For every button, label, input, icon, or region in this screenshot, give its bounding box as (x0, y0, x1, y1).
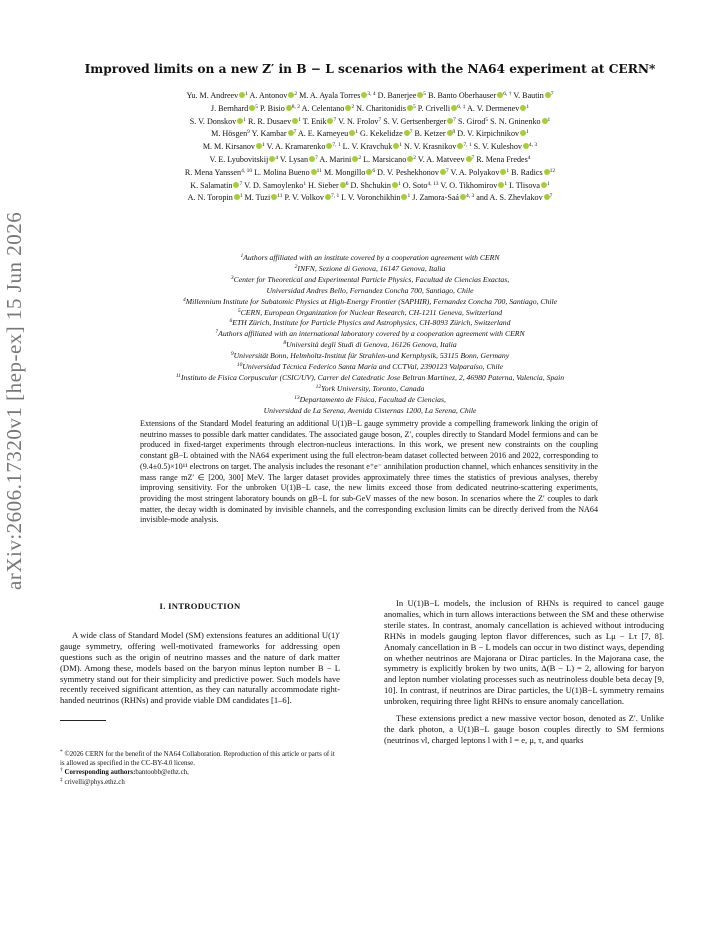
author-name: D. Shchukin $^1$ (350, 180, 401, 190)
author-affil-marker: 7 (453, 116, 456, 123)
author-name: B. Radics $^{12}$ (511, 167, 556, 177)
author-list (58, 90, 682, 205)
affiliation-marker: 3 (230, 274, 234, 281)
affiliation-marker: 5 (237, 307, 241, 314)
author-affil-marker: 1 (399, 142, 403, 149)
author-name: M. A. Ayala Torres $^{3, 4}$ (299, 91, 376, 100)
author-name: I. Tlisova $^1$ (509, 180, 550, 190)
affiliation-marker: 6 (229, 318, 233, 325)
author-affil-marker: 5 (485, 116, 489, 123)
author-affil-marker: 4, 3 (528, 142, 538, 149)
author-name: P. Bisio $^{8, 2}$ (260, 103, 301, 113)
author-affil-marker: 7 (409, 129, 413, 136)
affiliation (58, 275, 682, 286)
author-affil-marker: 4, 13 (427, 180, 439, 187)
author-affil-marker: 2 (294, 91, 298, 97)
author-name: P. Crivelli $^{6, \ddagger}$ (417, 103, 466, 113)
affiliation-list (58, 253, 682, 417)
footnote (60, 769, 340, 778)
affiliation (58, 297, 682, 308)
author-name: G. Kekelidze $^7$ (360, 129, 413, 139)
footnote-rule (60, 720, 106, 721)
affiliation (58, 286, 682, 297)
author-name: V. D. Samoylenko$^1$ (244, 180, 307, 190)
author-affil-marker: 1 (407, 193, 411, 200)
paper-title: Improved limits on a new Z′ in B − L scenarios with the NA64 experiment at CERN* (84, 62, 656, 76)
author-name: H. Sieber $^6$ (308, 180, 349, 190)
footnote-text: ©2026 CERN for the benefit of the NA64 Collaboration. Reproduction of this article or parts of it is allowed as specified in the CC-BY-4.0 license. (60, 751, 335, 767)
author-affil-marker: 3, 4 (367, 91, 376, 97)
affiliation-text: Universidad de La Serena, Avenida Cisternas 1200, La Serena, Chile (263, 405, 477, 415)
author-affil-marker: 2 (358, 154, 362, 161)
author-name: R. Mena Yanssen$^{4, 10}$ (184, 167, 253, 177)
author-affil-marker: 1 (547, 116, 551, 123)
affiliation-marker: 12 (315, 383, 322, 390)
author-affil-marker: 11 (277, 193, 283, 200)
author-name: O. Soto$^{4, 13}$ (402, 180, 439, 190)
affiliation (58, 395, 682, 406)
author-affil-marker: 1 (506, 167, 510, 174)
author-affil-marker: 8, 2 (291, 103, 301, 110)
affiliation-text: Authors affiliated with an institute covered by a cooperation agreement with CERN (243, 253, 500, 262)
author-name: and A. S. Zhevlakov $^7$ (476, 193, 553, 203)
author-line (58, 180, 682, 193)
footnote-label: Corresponding authors: (64, 769, 136, 777)
author-name: P. V. Volkov $^{7, 1}$ (284, 193, 340, 203)
author-name: J. Bernhard $^5$ (210, 103, 258, 113)
affiliation-marker: 11 (175, 372, 181, 379)
author-affil-marker: 5 (423, 91, 427, 97)
author-affil-marker: 12 (549, 167, 556, 174)
affiliation-text: Instituto de Fisica Corpuscular (CSIC/UV), Carrer del Catedratic Jose Beltran Martinez, 2, 46980 Paterna, Valencia, Spain (180, 372, 565, 382)
affiliation (58, 264, 682, 275)
affiliation-text: CERN, European Organization for Nuclear Research, CH-1211 Geneva, Switzerland (240, 307, 503, 317)
author-affil-marker: 5 (255, 103, 258, 110)
footnote-mark: ‡ (60, 777, 63, 784)
author-name: S. N. Gninenko $^1$ (490, 116, 551, 126)
footnote-text: bantoobb@ethz.ch, (135, 769, 189, 777)
affiliation (58, 362, 682, 373)
author-name: M. Hösgen$^9$ (211, 129, 250, 139)
author-affil-marker: 1 (526, 129, 529, 136)
footnote (60, 751, 340, 768)
author-affil-marker: 7 (378, 116, 382, 123)
author-name: L. V. Kravchuk $^1$ (342, 142, 403, 152)
affiliation-text: ETH Zürich, Institute for Particle Physics and Astrophysics, CH-8093 Zürich, Switzerland (232, 318, 511, 328)
affiliation-marker: 7 (215, 329, 219, 336)
author-affil-marker: 4, 10 (241, 167, 253, 174)
affiliation-text: Università degli Studi di Genova, 16126 Genova, Italia (286, 340, 457, 350)
author-name: M. M. Kirsanov $^1$ (202, 142, 265, 152)
author-name: B. Banto Oberhauser $^{6, \dagger}$ (428, 91, 512, 100)
affiliation (58, 384, 682, 395)
author-affil-marker: 7, 1 (332, 142, 341, 149)
author-affil-marker: 1 (298, 116, 301, 123)
author-name: D. Banerjee $^5$ (377, 91, 427, 100)
author-name: N. Charitonidis $^5$ (356, 103, 416, 113)
author-affil-marker: 6 (372, 167, 376, 174)
footnote (60, 779, 340, 788)
author-affil-marker: 9 (247, 129, 250, 136)
affiliation-marker: 10 (236, 362, 243, 369)
author-name: S. Girod$^5$ (457, 116, 489, 126)
author-affil-marker: 7 (315, 154, 318, 161)
body-paragraph: In U(1)B−L models, the inclusion of RHNs is required to cancel gauge anomalies, which in turn allows interactions between the SM and these otherwise sterile states. In contrast, anomaly cancellation is achieved without introducing RHNs in models gauging lepton flavor differences, such as Lμ − Lτ [7, 8]. Anomaly cancellation in B − L models can occur in two distinct ways, depending on whether neutrinos are Majorana or Dirac particles. In the Majorana case, the symmetry is explicitly broken by two units, Δ(B − L) = 2, allowing for baryon and lepton number violating processes such as neutrinoless double beta decay [9, 10]. In contrast, if neutrinos are Dirac particles, the U(1)B−L symmetry remains unbroken, requiring three light RHNs to ensure anomaly cancellation. (384, 598, 664, 707)
footnote-text: crivelli@phys.ethz.ch (64, 779, 125, 787)
author-name: I. V. Voronchikhin $^1$ (341, 193, 411, 203)
author-affil-marker: 1 (243, 116, 246, 123)
author-name: L. Molina Bueno $^{11}$ (254, 167, 322, 177)
author-line (58, 141, 682, 154)
author-name: B. Ketzer $^9$ (414, 129, 456, 139)
author-name: Y. Kambar $^7$ (251, 129, 297, 139)
affiliation-marker: 2 (294, 263, 298, 270)
author-line (58, 116, 682, 129)
author-affil-marker: 7 (550, 91, 554, 97)
affiliation-text: Millennium Institute for Subatomic Physics at High-Energy Frontier (SAPHIR), Fernandez Concha 700, Santiago, Chile (185, 296, 558, 306)
author-affil-marker: 1 (303, 180, 307, 187)
author-name: R. R. Dusaev $^1$ (247, 116, 301, 126)
author-name: M. Tuzi $^{11}$ (244, 193, 283, 203)
author-affil-marker: 7 (333, 116, 337, 123)
author-name: K. Salamatin $^7$ (190, 180, 243, 190)
author-line (58, 128, 682, 141)
footnote-mark: * (60, 749, 63, 756)
author-affil-marker: 4 (527, 154, 531, 161)
affiliation-text: York University, Toronto, Canada (321, 383, 425, 393)
author-name: S. V. Gertsenberger $^7$ (383, 116, 456, 126)
author-affil-marker: 7 (549, 193, 553, 200)
author-affil-marker: 7 (239, 180, 243, 187)
affiliation-text: Universidad Técnica Federico Santa María and CCTVal, 2390123 Valparaíso, Chile (242, 362, 504, 372)
author-affil-marker: 1 (397, 180, 401, 187)
author-name: T. Enik $^7$ (302, 116, 337, 126)
affiliation-marker: 4 (182, 296, 186, 303)
right-column (384, 598, 664, 752)
author-affil-marker: 1 (245, 91, 248, 97)
author-affil-marker: 4 (275, 154, 278, 161)
author-line (58, 154, 682, 167)
affiliation-text: Authors affiliated with an international laboratory covered by a cooperation agreement with CERN (218, 329, 525, 339)
author-affil-marker: 7, 1 (463, 142, 472, 149)
author-name: V. O. Tikhomirov $^1$ (440, 180, 508, 190)
author-name: S. V. Kuleshov $^{4, 3}$ (473, 142, 538, 152)
author-affil-marker: 6, † (503, 91, 512, 97)
author-affil-marker: 7 (471, 154, 475, 161)
author-affil-marker: 7 (445, 167, 449, 174)
author-affil-marker: 4, 3 (466, 193, 475, 200)
author-name: V. A. Matveev $^7$ (417, 154, 475, 164)
author-affil-marker: 1 (547, 180, 550, 187)
author-name: D. V. Kirpichnikov $^1$ (457, 129, 529, 139)
author-name: Yu. M. Andreev $^1$ (186, 91, 248, 100)
author-affil-marker: 7, 1 (330, 193, 340, 200)
author-affil-marker: 1 (526, 103, 530, 110)
author-affil-marker: 6 (345, 180, 349, 187)
left-column (60, 598, 340, 789)
author-affil-marker: 11 (316, 167, 322, 174)
author-name: A. E. Karneyeu $^1$ (297, 129, 358, 139)
author-affil-marker: 5 (413, 103, 416, 110)
author-affil-marker: 2 (351, 103, 355, 110)
author-line (58, 90, 682, 103)
author-affil-marker: 6, ‡ (457, 103, 466, 110)
affiliation (58, 253, 682, 264)
affiliation (58, 318, 682, 329)
affiliation (58, 340, 682, 351)
affiliation-text: Universität Bonn, Helmholtz-Institut für Strahlen-und Kernphysik, 53115 Bonn, Germany (233, 351, 510, 361)
author-affil-marker: 1 (355, 129, 358, 136)
affiliation (58, 351, 682, 362)
affiliation-text: Center for Theoretical and Experimental Particle Physics, Facultad de Ciencias Exactas, (233, 274, 510, 284)
author-name: V. N. Frolov$^7$ (338, 116, 382, 126)
author-name: A. Celentano $^2$ (301, 103, 355, 113)
author-name: A. V. Dermenev $^1$ (467, 103, 530, 113)
author-name: A. N. Toropin $^1$ (187, 193, 243, 203)
affiliation-marker: 1 (240, 253, 244, 259)
affiliation-text: Universidad Andres Bello, Fernandez Concha 700, Santiago, Chile (266, 285, 474, 295)
author-line (58, 103, 682, 116)
affiliation-marker: 13 (294, 394, 300, 401)
affiliation (58, 329, 682, 340)
author-name: J. Zamora-Saá $^{4, 3}$ (412, 193, 475, 203)
body-paragraph: These extensions predict a new massive vector boson, denoted as Z′. Unlike the dark photon, a U(1)B−L gauge boson couples directly to SM fermions (neutrinos νl, charged leptons l with l = e, μ, τ, and quarks (384, 713, 664, 745)
author-affil-marker: 1 (261, 142, 265, 149)
affiliation-text: Departamento de Física, Facultad de Ciencias, (299, 394, 446, 404)
section-heading: I. INTRODUCTION (159, 601, 241, 611)
author-affil-marker: 9 (452, 129, 456, 136)
author-name: A. Antonov $^2$ (249, 91, 298, 100)
affiliation (58, 308, 682, 319)
affiliation-text: INFN, Sezione di Genova, 16147 Genova, Italia (297, 263, 446, 273)
author-affil-marker: 7 (293, 129, 297, 136)
arxiv-identifier: arXiv:2606.17320v1 [hep-ex] 15 Jun 2026 (2, 211, 26, 590)
author-name: M. Mongillo $^6$ (323, 167, 376, 177)
footnote-mark: † (60, 767, 63, 774)
affiliation (58, 406, 682, 417)
footnotes (60, 751, 340, 787)
affiliation-marker: 9 (230, 351, 234, 358)
author-name: R. Mena Fredes$^4$ (476, 154, 531, 164)
author-name: A. Marini $^2$ (319, 154, 362, 164)
affiliation-marker: 8 (283, 340, 287, 347)
author-name: V. A. Kramarenko $^{7, 1}$ (266, 142, 341, 152)
author-line (58, 167, 682, 180)
abstract: Extensions of the Standard Model featuring an additional U(1)B−L gauge symmetry provide a compelling framework linking the origin of neutrino masses to possible dark matter candidates. The associated gauge boson, Z′, couples directly to Standard Model fermions and can be produced in fixed-target experiments through electron-nucleus interactions. In this work, we present new constraints on the coupling constant gB−L obtained with the NA64 experiment using the full electron-beam dataset collected between 2016 and 2022, corresponding to (9.4±0.5)×10¹¹ electrons on target. The analysis includes the resonant e⁺e⁻ annihilation production channel, which enhances sensitivity in the mass range mZ′ ∈ [200, 300] MeV. The larger dataset provides approximately three times the statistics of previous analyses, thereby improving sensitivity. For the unbroken U(1)B−L case, the new limits exceed those from dedicated neutrino-scattering experiments, providing the most stringent laboratory bounds on gB−L for sub-GeV masses of the new boson. In scenarios where the Z′ couples to dark matter, the decay width is dominated by invisible channels, and the corresponding exclusion limits can be directly derived from the NA64 invisible-mode analysis. (140, 419, 598, 525)
author-affil-marker: 1 (239, 193, 243, 200)
author-name: L. Marsicano $^2$ (363, 154, 416, 164)
author-name: V. Lysan $^7$ (279, 154, 318, 164)
author-name: V. Bautin $^7$ (513, 91, 554, 100)
affiliation (58, 373, 682, 384)
author-name: V. E. Lyubovitskij $^4$ (209, 154, 278, 164)
author-line (58, 192, 682, 205)
intro-paragraph: A wide class of Standard Model (SM) extensions features an additional U(1)′ gauge symmetry, offering well-motivated frameworks for addressing open questions such as the origin of neutrino masses and the nature of dark matter (DM). Among these, models based on the baryon minus lepton number B − L symmetry stand out for their simplicity and predictive power. Such models have recently received significant attention, as they can naturally accommodate right-handed neutrinos (RHNs) and provide viable DM candidates [1–6]. (60, 629, 340, 706)
author-name: N. V. Krasnikov $^{7, 1}$ (404, 142, 472, 152)
author-name: D. V. Peshekhonov $^7$ (377, 167, 449, 177)
author-affil-marker: 2 (413, 154, 416, 161)
author-name: S. V. Donskov $^1$ (189, 116, 246, 126)
author-affil-marker: 1 (504, 180, 508, 187)
author-name: V. A. Polyakov $^1$ (450, 167, 510, 177)
